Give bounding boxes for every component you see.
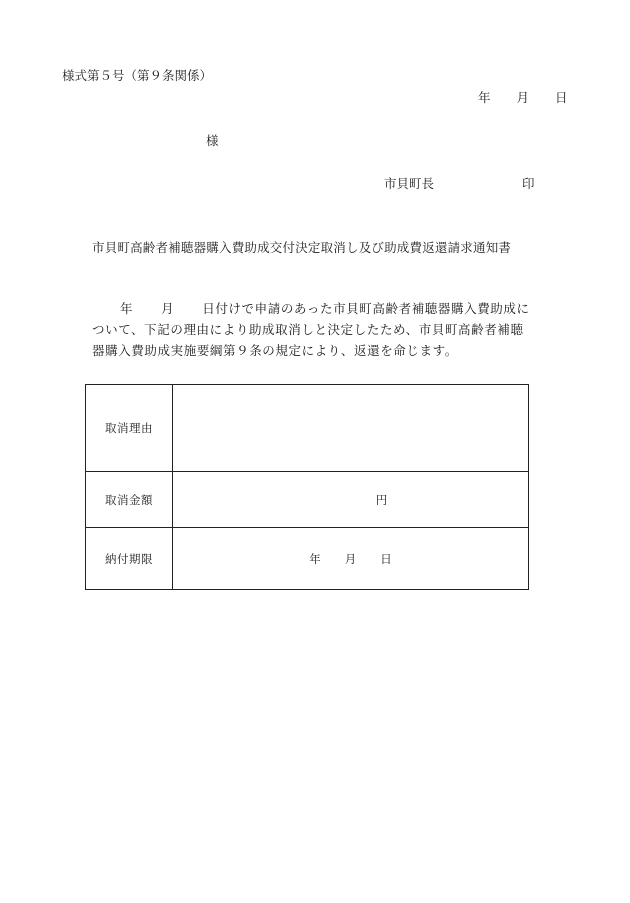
body-line-1 [92, 298, 582, 319]
body-text [92, 298, 582, 361]
payment-deadline-label: 納付期限 [86, 528, 173, 590]
body-line-1-rest: 日付けで申請のあった市貝町高齢者補聴器購入費助成に [202, 301, 530, 316]
date-line [478, 88, 568, 106]
recipient-suffix: 様 [206, 133, 219, 148]
issuer-line [384, 174, 535, 192]
issuer-title: 市貝町長 [384, 176, 435, 191]
document-title: 市貝町高齢者補聴器購入費助成交付決定取消し及び助成費返還請求通知書 [92, 240, 512, 255]
date-day: 日 [555, 90, 568, 105]
recipient-line [206, 131, 219, 149]
seal-mark: 印 [522, 176, 535, 191]
yen-unit: 円 [375, 492, 388, 507]
info-table [85, 384, 529, 590]
cancel-amount-value [173, 472, 529, 528]
cancel-reason-value [173, 385, 529, 472]
deadline-day: 日 [380, 551, 392, 566]
deadline-month: 月 [344, 551, 357, 566]
body-month: 月 [161, 301, 175, 316]
table-row [86, 385, 529, 472]
table-row [86, 472, 529, 528]
deadline-year: 年 [309, 551, 321, 566]
form-number: 様式第５号（第９条関係） [62, 68, 213, 83]
payment-deadline-value [173, 528, 529, 590]
date-year: 年 [478, 90, 491, 105]
body-year: 年 [120, 301, 134, 316]
date-month: 月 [516, 90, 530, 105]
table-row [86, 528, 529, 590]
body-line-2: ついて、下記の理由により助成取消しと決定したため、市貝町高齢者補聴 [92, 322, 524, 337]
cancel-reason-label: 取消理由 [86, 385, 173, 472]
cancel-amount-label: 取消金額 [86, 472, 173, 528]
body-line-3: 器購入費助成実施要綱第９条の規定により、返還を命じます。 [92, 343, 458, 358]
